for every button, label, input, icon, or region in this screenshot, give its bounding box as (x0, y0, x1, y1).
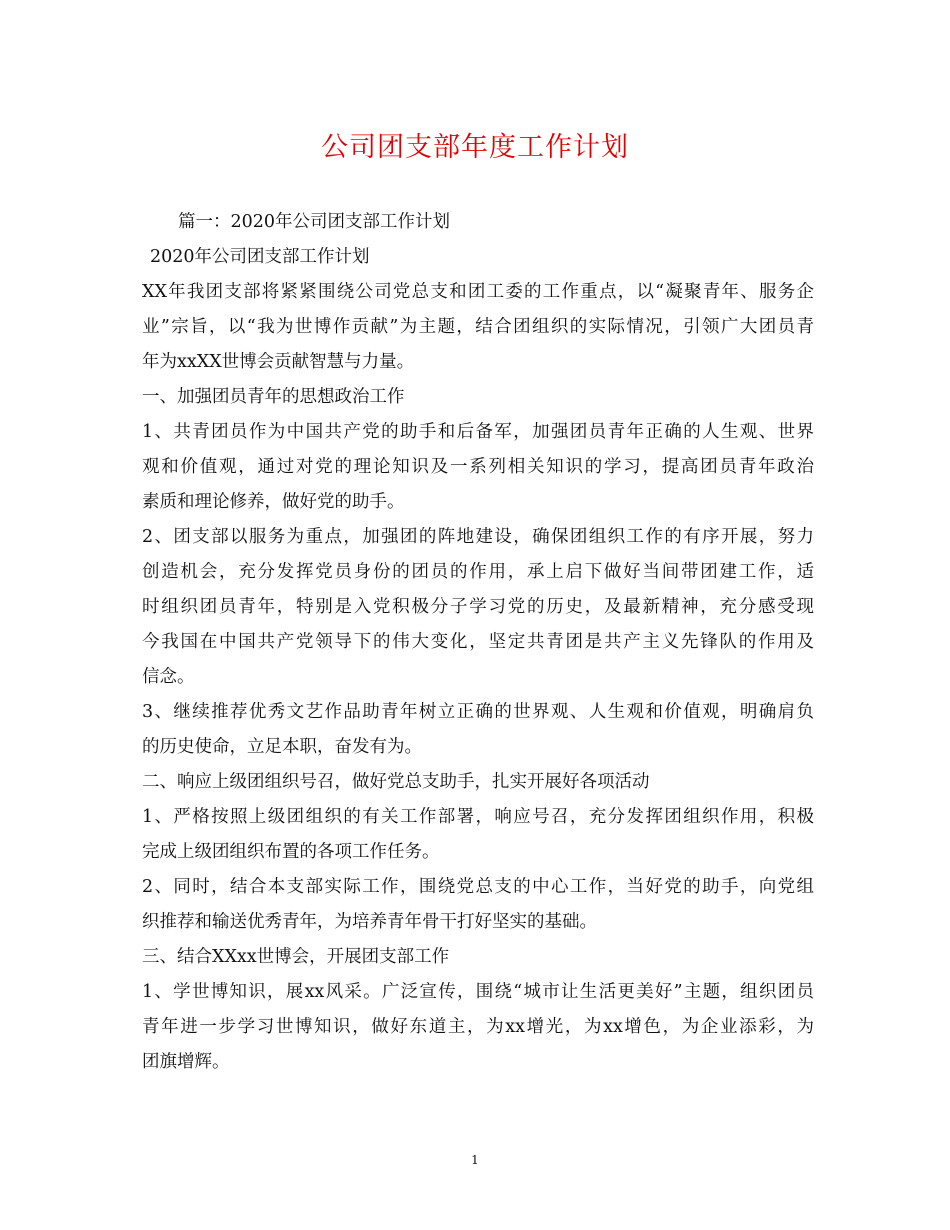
body-line: 3、继续推荐优秀文艺作品助青年树立正确的世界观、人生观和价值观，明确肩负 (142, 702, 814, 722)
body-line: 1、共青团员作为中国共产党的助手和后备军，加强团员青年正确的人生观、世界 (142, 422, 814, 442)
document-body (142, 205, 814, 1080)
body-line: 的历史使命，立足本职，奋发有为。 (142, 737, 422, 757)
body-line: XX年我团支部将紧紧围绕公司党总支和团工委的工作重点，以“凝聚青年、服务企 (142, 282, 814, 302)
page-number: 1 (471, 1153, 479, 1167)
body-line: 织推荐和输送优秀青年，为培养青年骨干打好坚实的基础。 (142, 912, 597, 932)
body-line: 1、学世博知识，展xx风采。广泛宣传，围绕“城市让生活更美好”主题，组织团员 (142, 982, 814, 1002)
body-line: 一、加强团员青年的思想政治工作 (142, 387, 405, 407)
body-line: 年为xxXX世博会贡献智慧与力量。 (142, 352, 415, 372)
body-line: 1、严格按照上级团组织的有关工作部署，响应号召，充分发挥团组织作用，积极 (142, 807, 814, 827)
document-title: 公司团支部年度工作计划 (321, 132, 629, 163)
body-line: 团旗增辉。 (142, 1052, 230, 1072)
body-line: 篇一：2020年公司团支部工作计划 (178, 212, 451, 232)
body-line: 信念。 (142, 667, 195, 687)
body-line: 今我国在中国共产党领导下的伟大变化，坚定共青团是共产主义先锋队的作用及 (142, 632, 814, 652)
body-line: 2、团支部以服务为重点，加强团的阵地建设，确保团组织工作的有序开展，努力 (142, 527, 814, 547)
body-line: 观和价值观，通过对党的理论知识及一系列相关知识的学习，提高团员青年政治 (142, 457, 814, 477)
body-line: 素质和理论修养，做好党的助手。 (142, 492, 405, 512)
body-line: 2、同时，结合本支部实际工作，围绕党总支的中心工作，当好党的助手，向党组 (142, 877, 814, 897)
body-line: 2020年公司团支部工作计划 (150, 247, 370, 267)
body-line: 创造机会，充分发挥党员身份的团员的作用，承上启下做好当间带团建工作，适 (142, 562, 814, 582)
body-line: 时组织团员青年，特别是入党积极分子学习党的历史，及最新精神，充分感受现 (142, 597, 814, 617)
body-line: 完成上级团组织布置的各项工作任务。 (142, 842, 440, 862)
body-line: 二、响应上级团组织号召，做好党总支助手，扎实开展好各项活动 (142, 772, 650, 792)
body-line: 业”宗旨，以“我为世博作贡献”为主题，结合团组织的实际情况，引领广大团员青 (142, 317, 814, 337)
body-line: 青年进一步学习世博知识，做好东道主，为xx增光，为xx增色，为企业添彩，为 (142, 1017, 814, 1037)
body-line: 三、结合XXxx世博会，开展团支部工作 (142, 947, 450, 967)
